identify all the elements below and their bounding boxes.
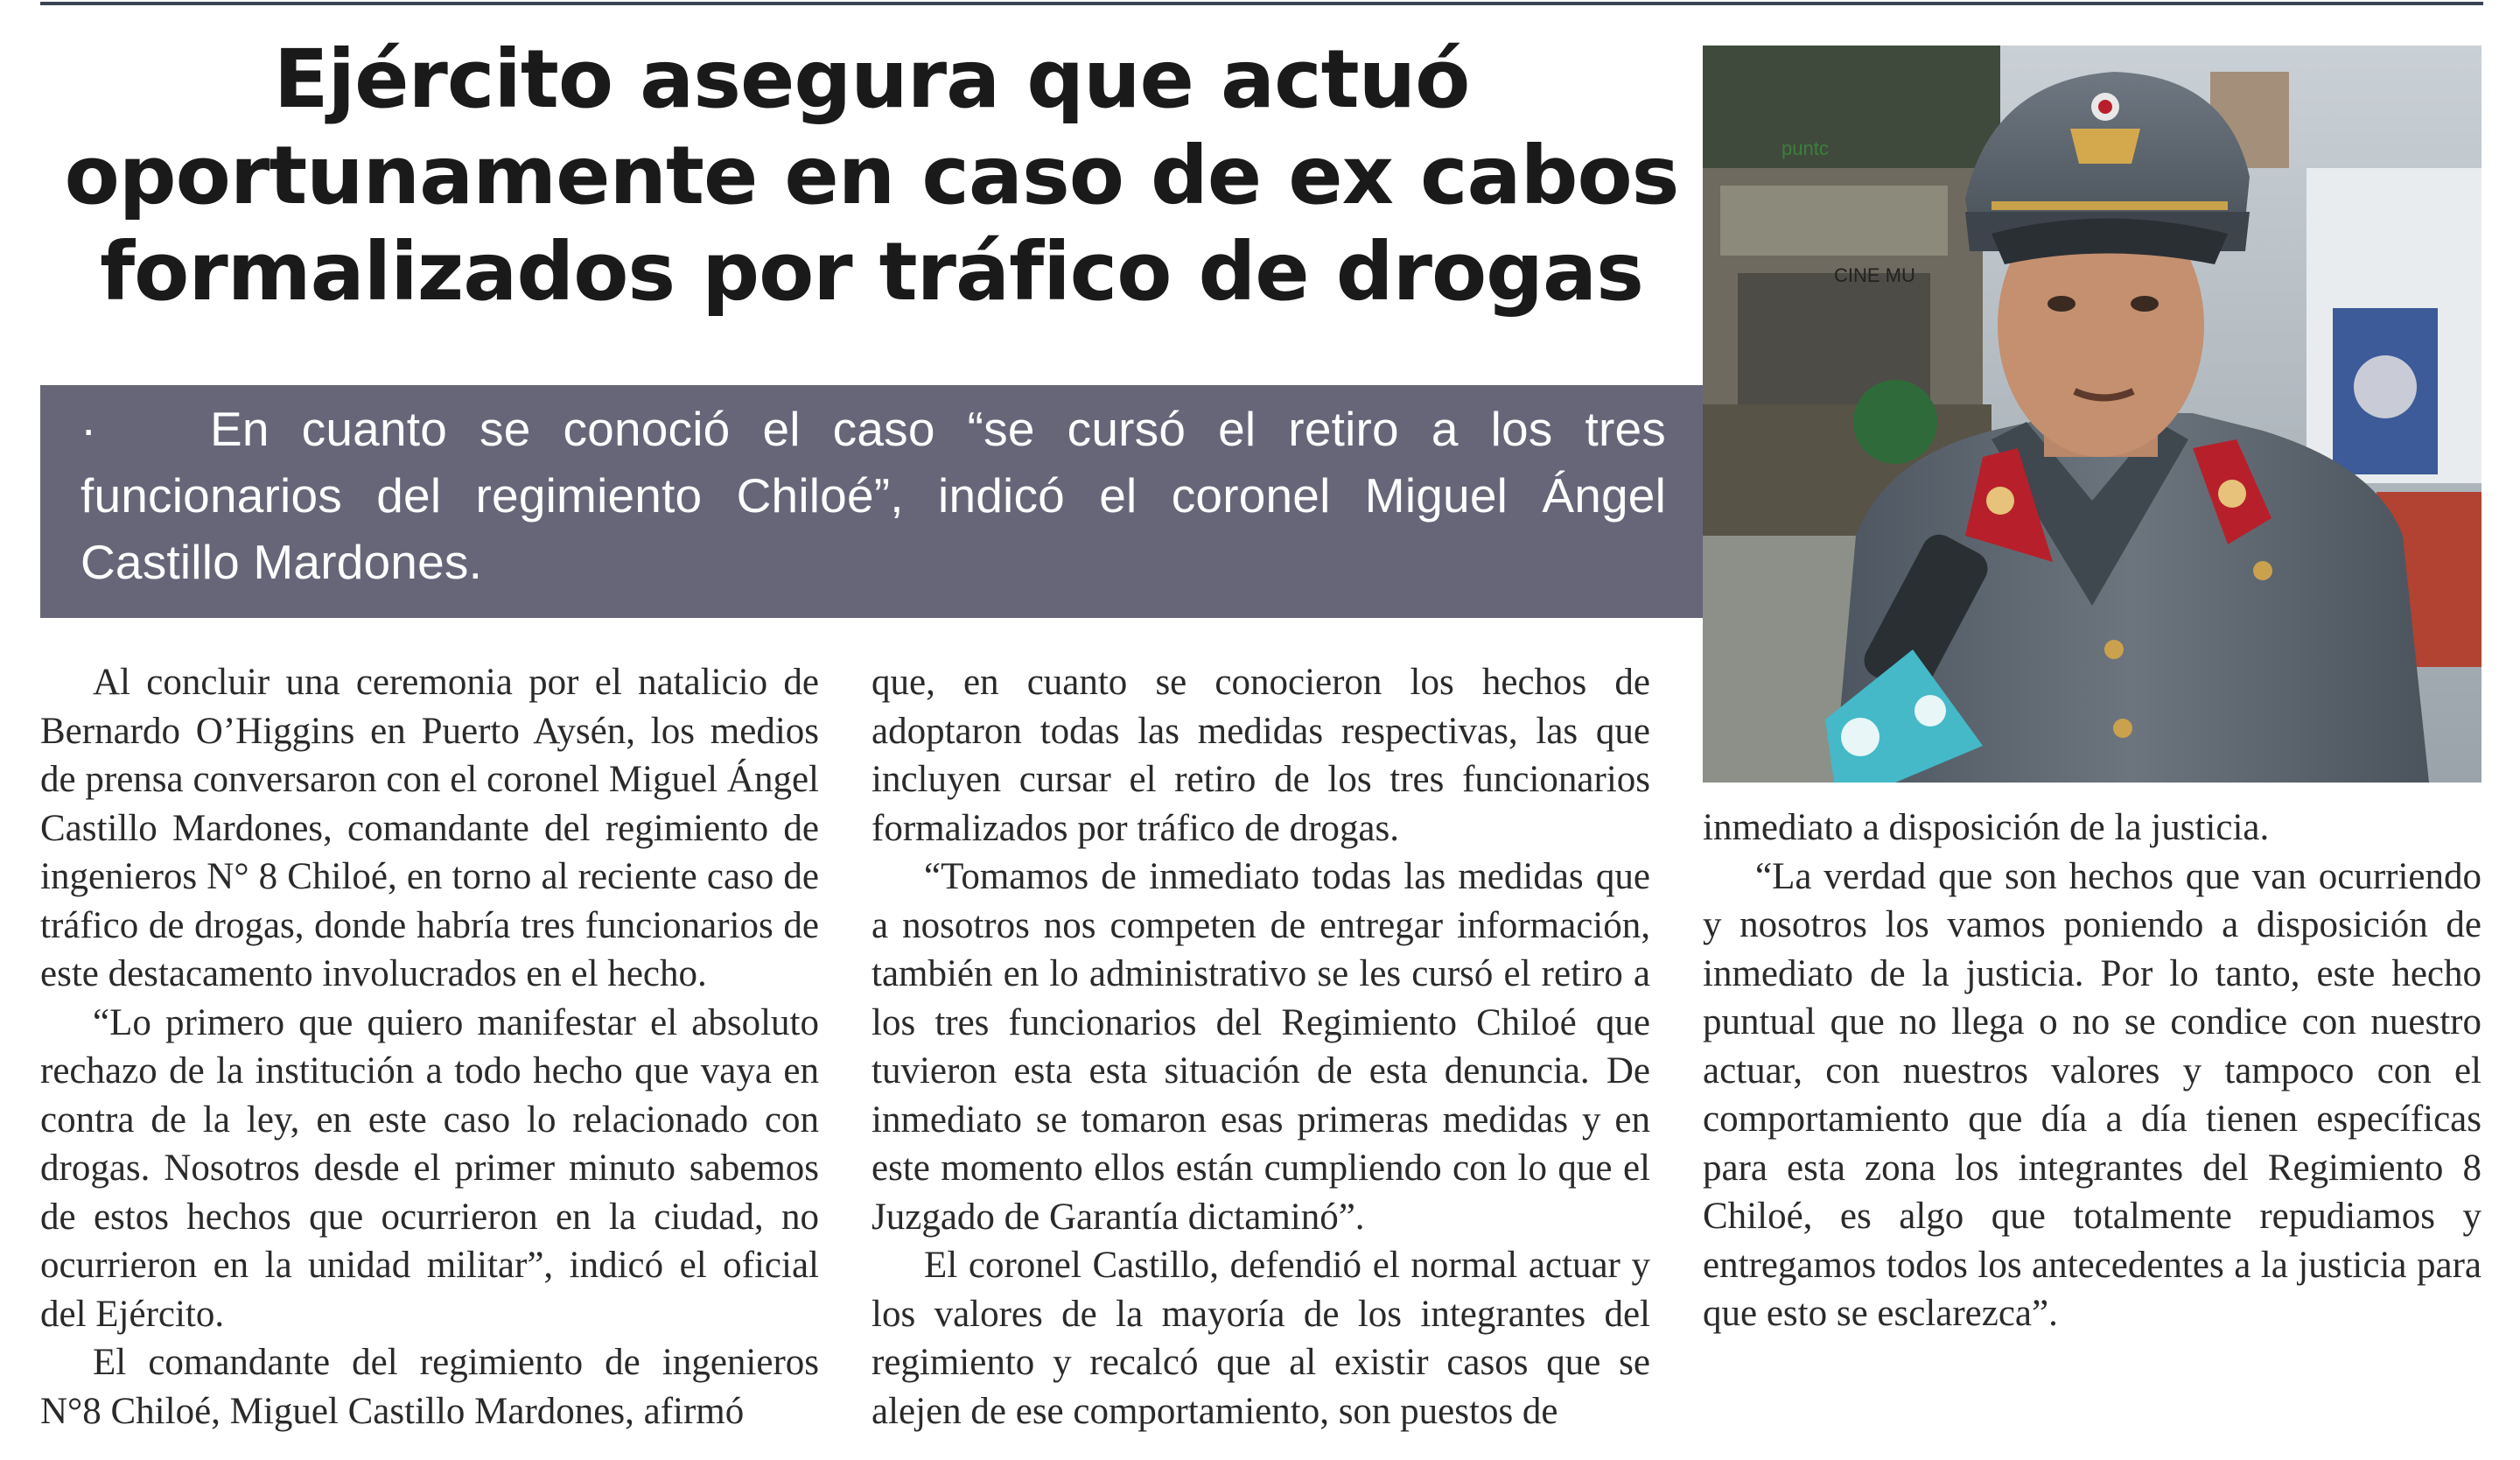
paragraph: El coronel Castillo, defendió el normal actuar y los valores de la mayoría de los integrantes del regimiento y recalcó que al existir casos que se alejen de ese comportamiento, son puestos de (872, 1245, 1650, 1432)
lede-bullet: · (80, 402, 97, 456)
paragraph: “La verdad que son hechos que van ocurriendo y nosotros los vamos poniendo a disposición de inmediato de la justicia. Por lo tanto, este hecho puntual que no llega o no se condice con nuestro actuar, con nuestros valores y tampoco con el comportamiento que día a día tienen específicas para esta zona los integrantes del Regimiento 8 Chiloé, es algo que totalmente repudiamos y entregamos todos los antecedentes a la justicia para que esto se esclarezca”. (1703, 855, 2482, 1334)
headline-line-1: Ejército asegura que actuó (273, 32, 1470, 126)
article-column-1 (40, 658, 819, 1435)
top-rule (40, 2, 2483, 5)
lede-box (40, 385, 1703, 618)
coronel-photo (1703, 46, 2482, 783)
headline-line-2: oportunamente en caso de ex cabos (64, 129, 1679, 222)
paragraph: Al concluir una ceremonia por el natalicio de Bernardo O’Higgins en Puerto Aysén, los medios de prensa conversaron con el coronel Miguel Ángel Castillo Mardones, comandante del regimiento de ingenieros N° 8 Chiloé, en torno al reciente caso de tráfico de drogas, donde habría tres funcionarios de este destacamento involucrados en el hecho. (40, 662, 819, 994)
lede-text: En cuanto se conoció el caso “se cursó el retiro a los tres funcionarios del regimiento Chiloé”, indicó el coronel Miguel Ángel Castillo Mardones. (80, 402, 1666, 589)
headline (40, 32, 1703, 320)
paragraph: “Tomamos de inmediato todas las medidas que a nosotros nos competen de entregar información, también en lo administrativo se les cursó el retiro a los tres funcionarios del Regimiento Chiloé que tuvieron esta esta situación de esta denuncia. De inmediato se tomaron esas primeras medidas y en este momento ellos están cumpliendo con lo que el Juzgado de Garantía dictaminó”. (872, 856, 1650, 1238)
article-column-3 (1703, 804, 2482, 1338)
paragraph: que, en cuanto se conocieron los hechos de adoptaron todas las medidas respectivas, las que incluyen cursar el retiro de los tres funcionarios formalizados por tráfico de drogas. (872, 662, 1650, 849)
paragraph: “Lo primero que quiero manifestar el absoluto rechazo de la institución a todo hecho que vaya en contra de la ley, en este caso lo relacionado con drogas. Nosotros desde el primer minuto sabemos de estos hechos que ocurrieron en la ciudad, no ocurrieron en la unidad militar”, indicó el oficial del Ejército. (40, 1001, 819, 1335)
paragraph: El comandante del regimiento de ingenieros N°8 Chiloé, Miguel Castillo Mardones, afirmó (40, 1342, 819, 1432)
svg-text:CINE MU: CINE MU (1834, 264, 1915, 286)
article-column-2 (872, 658, 1650, 1435)
headline-line-3: formalizados por tráfico de drogas (100, 225, 1643, 319)
paragraph: inmediato a disposición de la justicia. (1703, 807, 2270, 848)
lede (80, 396, 1666, 595)
photo-illustration (1703, 46, 2482, 783)
svg-text:puntc: puntc (1782, 137, 1829, 159)
